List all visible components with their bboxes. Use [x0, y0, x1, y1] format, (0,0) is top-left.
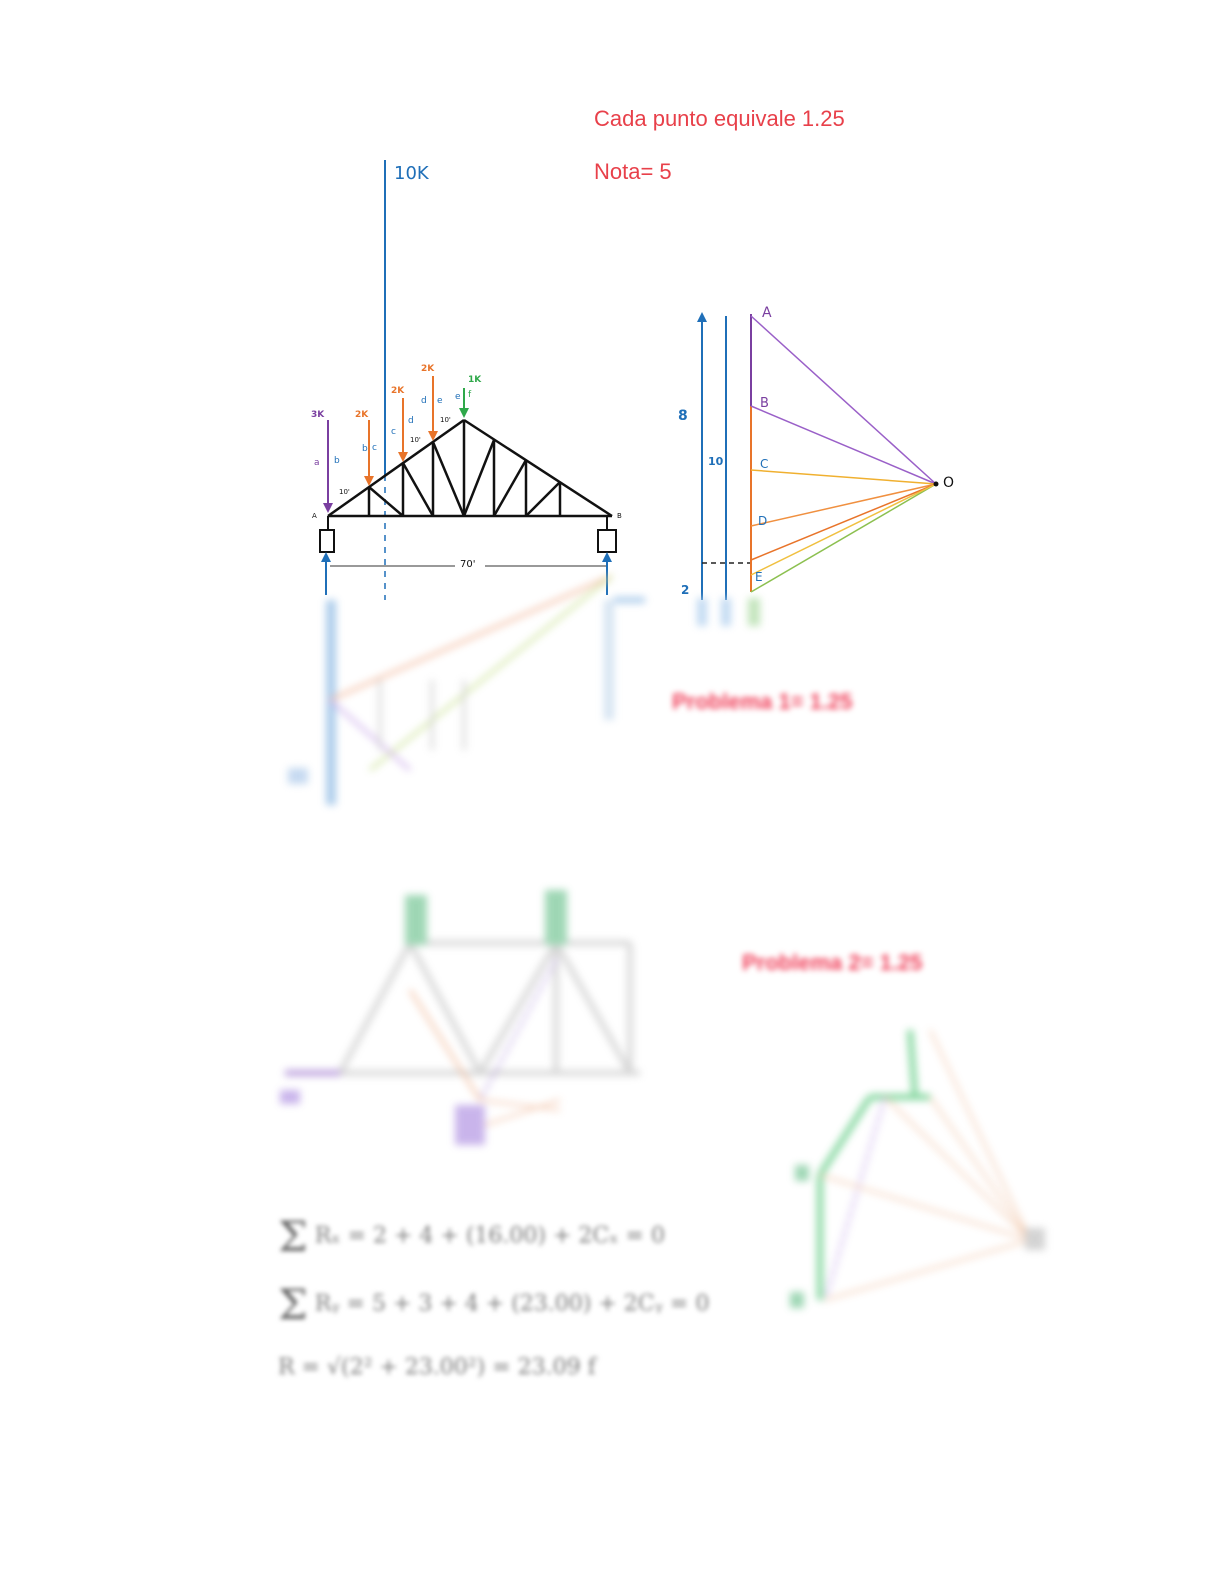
formula-sum-y [278, 1280, 709, 1329]
polygon-point-b: B [760, 396, 769, 411]
space-label-b1: b [334, 456, 340, 466]
space-label-a: a [314, 458, 320, 468]
space-label-c2: c [391, 427, 396, 437]
segment-label-3: 10' [440, 416, 451, 424]
problem-2-score: Problema 2= 1.25 [742, 950, 923, 975]
formula-sum-x-text: Rₓ = 2 + 4 + (16.00) + 2Cₓ = 0 [314, 1223, 665, 1249]
dimension-8: 8 [678, 408, 688, 424]
polygon-point-a: A [762, 305, 772, 321]
grade-scale-text: Cada punto equivale 1.25 [594, 106, 845, 131]
grade-total-text: Nota= 5 [594, 159, 672, 184]
support-label-a: A [312, 512, 317, 520]
space-label-e1: e [437, 396, 443, 406]
space-label-d1: d [408, 416, 414, 426]
formula-resultant [278, 1355, 596, 1380]
span-label: 70' [460, 559, 476, 570]
space-label-c1: c [372, 443, 377, 453]
load-label-2: 2K [355, 410, 369, 420]
sigma-icon: Σ [278, 1280, 308, 1329]
space-label-e2: e [455, 392, 461, 402]
segment-label-1: 10' [339, 488, 350, 496]
problem-1-score: Problema 1= 1.25 [672, 689, 853, 714]
load-label-3: 2K [391, 386, 405, 396]
formula-sum-y-text: Rᵧ = 5 + 3 + 4 + (23.00) + 2Cᵧ = 0 [314, 1291, 710, 1317]
polygon-point-c: C [760, 457, 769, 471]
load-label-5: 1K [468, 375, 482, 385]
formula-sum-x [278, 1212, 665, 1261]
load-label-4: 2K [421, 364, 435, 374]
sigma-icon: Σ [278, 1212, 308, 1261]
space-label-d2: d [421, 396, 427, 406]
support-label-b: B [617, 512, 622, 520]
polygon-point-d: D [758, 514, 768, 528]
main-load-label: 10K [394, 163, 429, 184]
space-label-f: f [468, 390, 472, 400]
formula-resultant-text: R = √(2² + 23.00²) = 23.09 f [278, 1355, 596, 1380]
pole-label: O [943, 475, 955, 491]
load-label-1: 3K [311, 410, 325, 420]
space-label-b2: b [362, 444, 368, 454]
polygon-point-e: E [755, 570, 763, 584]
dimension-2: 2 [681, 583, 690, 597]
dimension-10: 10 [708, 455, 724, 468]
segment-label-2: 10' [410, 436, 421, 444]
